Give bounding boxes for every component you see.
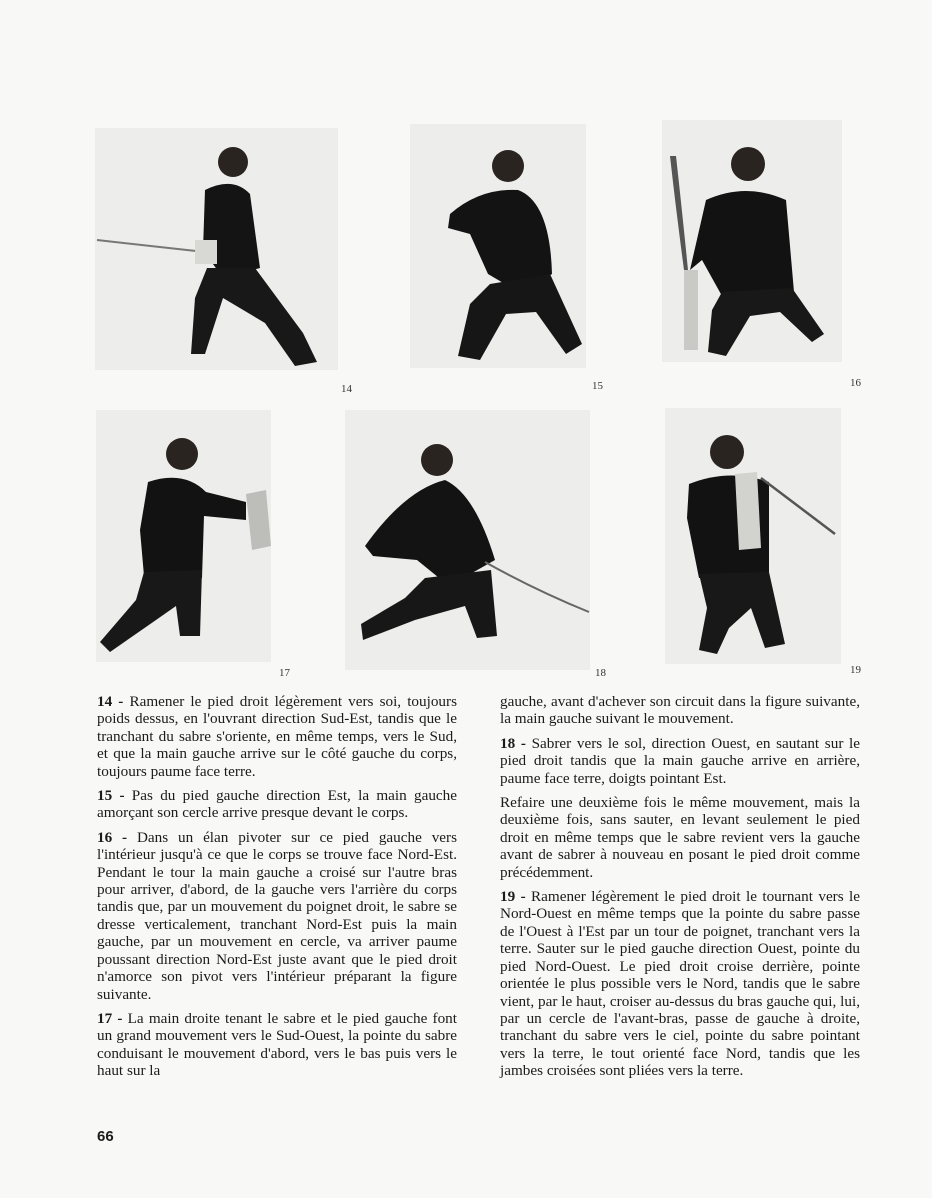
paragraph-14 bbox=[97, 693, 457, 780]
figure-number: 16 bbox=[850, 377, 861, 389]
step-number: 19 - bbox=[500, 888, 526, 906]
step-number: 17 - bbox=[97, 1009, 123, 1027]
photo-figure-17 bbox=[96, 410, 271, 662]
step-text: Dans un élan pivoter sur ce pied gauche vers l'intérieur jusqu'à ce que le corps se trouve face Nord-Est. Pendant le tour la main gauche a croisé sur l'autre bras pour arriver, d'abord, de la gauche vers l'arrière du corps tandis que, par un mouvement du poignet droit, le sabre se dresse verticalement, tranchant Nord-Est puis la main gauche, par un mouvement en cercle, va arriver paume poussant direction Nord-Est juste avant que le pied droit n'amorce son pivot vers l'intérieur préparant la figure suivante. bbox=[97, 828, 458, 1003]
step-number: 14 - bbox=[97, 693, 124, 710]
paragraph-18-repeat bbox=[500, 794, 860, 881]
figure-16-illustration bbox=[662, 120, 842, 362]
paragraph-18 bbox=[500, 735, 860, 787]
step-text: Ramener légèrement le pied droit le tournant vers le Nord-Ouest en même temps que la pointe du sabre passe de l'Ouest à l'Est par un tour de poignet, tranchant vers la terre. Sauter sur le pied gauche direction Ouest, pointe du pied Nord-Ouest. Le pied droit croise derrière, pointe orientée le plus possible vers le Nord, tandis que le sabre vient, par le haut, croiser au-dessus du bras gauche qui, lui, par un cercle de l'avant-bras, passe de gauche à droite, tranchant du sabre vers le ciel, pointe du sabre pointant vers la terre, le tout orienté face Nord, tandis que les jambes croisées sont pliées vers la terre. bbox=[500, 888, 860, 1080]
figure-14-illustration bbox=[95, 128, 338, 370]
paragraph-17 bbox=[97, 1010, 457, 1080]
paragraph-15 bbox=[97, 787, 457, 822]
figure-number: 15 bbox=[592, 380, 603, 392]
page-number: 66 bbox=[97, 1128, 114, 1145]
photo-figure-15 bbox=[410, 124, 586, 368]
step-text: Sabrer vers le sol, direction Ouest, en sautant sur le pied droit tandis que la main gauche arrive en arrière, paume face terre, doigts pointant Est. bbox=[500, 734, 860, 787]
step-text: Ramener le pied droit légèrement vers soi, toujours poids dessus, en l'ouvrant direction Sud-Est, tandis que le tranchant du sabre s'oriente, en même temps, vers le Sud, et que la main gauche arrive sur le côté gauche du corps, toujours paume face terre. bbox=[97, 693, 457, 780]
paragraph-19 bbox=[500, 888, 860, 1079]
figure-number: 19 bbox=[850, 664, 861, 676]
text-column-left bbox=[97, 693, 457, 1087]
figure-number: 17 bbox=[279, 667, 290, 679]
paragraph-16 bbox=[97, 829, 457, 1003]
paragraph-17-continued bbox=[500, 693, 860, 728]
step-text: La main droite tenant le sabre et le pied gauche font un grand mouvement vers le Sud-Ouest, la pointe du sabre conduisant le mouvement d'abord, vers le bas puis vers le haut sur la bbox=[97, 1009, 457, 1080]
photo-figure-18 bbox=[345, 410, 590, 670]
figure-number: 18 bbox=[595, 667, 606, 679]
step-number: 15 - bbox=[97, 787, 125, 805]
text-column-right bbox=[500, 693, 860, 1087]
photo-figure-16 bbox=[662, 120, 842, 362]
step-number: 18 - bbox=[500, 734, 526, 752]
figure-18-illustration bbox=[345, 410, 590, 670]
step-text: gauche, avant d'achever son circuit dans la figure suivante, la main gauche suivant le mouvement. bbox=[500, 693, 860, 728]
figure-number: 14 bbox=[341, 383, 352, 395]
step-number: 16 - bbox=[97, 828, 128, 846]
photo-figure-19 bbox=[665, 408, 841, 664]
photo-figure-14 bbox=[95, 128, 338, 370]
figure-19-illustration bbox=[665, 408, 841, 664]
step-text: Refaire une deuxième fois le même mouvement, mais la deuxième fois, sans sauter, en levant seulement le pied droit en même temps que le sabre revient vers la gauche avant de sabrer à nouveau en posant le pied droit comme précédemment. bbox=[500, 794, 860, 881]
figure-15-illustration bbox=[410, 124, 586, 368]
step-text: Pas du pied gauche direction Est, la main gauche amorçant son cercle arrive presque devant le corps. bbox=[97, 787, 458, 822]
figure-17-illustration bbox=[96, 410, 271, 662]
